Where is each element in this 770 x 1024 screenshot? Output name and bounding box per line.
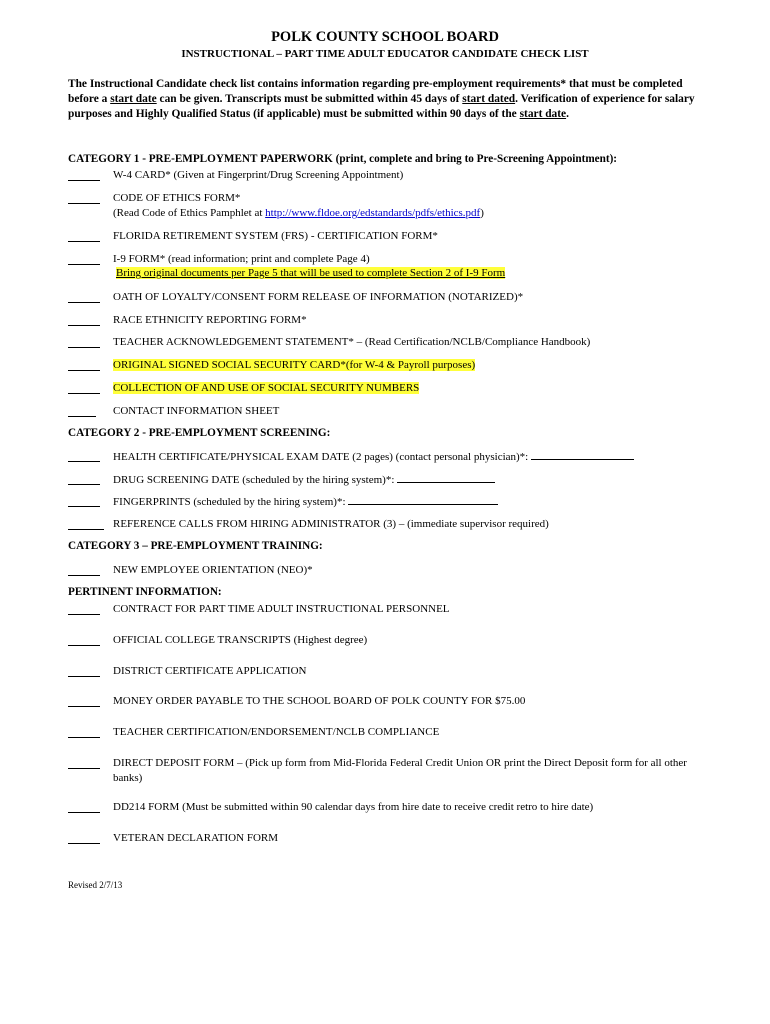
page-title: POLK COUNTY SCHOOL BOARD bbox=[271, 29, 499, 45]
item-frs: FLORIDA RETIREMENT SYSTEM (FRS) - CERTIFICATION FORM* bbox=[113, 230, 438, 242]
item-direct-deposit: DIRECT DEPOSIT FORM – (Pick up form from Mid-Florida Federal Credit Union OR print the Direct Deposit form for all other banks) bbox=[113, 757, 687, 784]
checkbox-line-contract[interactable] bbox=[68, 614, 100, 615]
item-ssn-card bbox=[113, 358, 475, 373]
category-3-heading: CATEGORY 3 – PRE-EMPLOYMENT TRAINING: bbox=[68, 540, 323, 552]
i9-note-highlight: Bring original documents per Page 5 that will be used to complete Section 2 of I-9 Form bbox=[116, 267, 506, 279]
item-references: REFERENCE CALLS FROM HIRING ADMINISTRATOR (3) – (immediate supervisor required) bbox=[113, 518, 549, 530]
checkbox-line-veteran[interactable] bbox=[68, 843, 100, 844]
health-label: HEALTH CERTIFICATE/PHYSICAL EXAM DATE (2 pages) (contact personal physician)*: bbox=[113, 451, 531, 463]
intro-underline-1: start date bbox=[110, 93, 157, 105]
page-subtitle: INSTRUCTIONAL – PART TIME ADULT EDUCATOR CANDIDATE CHECK LIST bbox=[181, 48, 589, 60]
item-teacher-ack: TEACHER ACKNOWLEDGEMENT STATEMENT* – (Read Certification/NCLB/Compliance Handbook) bbox=[113, 336, 591, 348]
intro-text-4: . bbox=[566, 108, 569, 120]
item-transcripts: OFFICIAL COLLEGE TRANSCRIPTS (Highest degree) bbox=[113, 634, 368, 646]
checkbox-line-dd214[interactable] bbox=[68, 812, 100, 813]
item-w4: W-4 CARD* (Given at Fingerprint/Drug Screening Appointment) bbox=[113, 169, 404, 181]
item-oath: OATH OF LOYALTY/CONSENT FORM RELEASE OF INFORMATION (NOTARIZED)* bbox=[113, 291, 524, 303]
item-dd214: DD214 FORM (Must be submitted within 90 calendar days from hire date to receive credit retro to hire date) bbox=[113, 801, 594, 813]
item-teacher-cert: TEACHER CERTIFICATION/ENDORSEMENT/NCLB COMPLIANCE bbox=[113, 726, 440, 738]
checkbox-line-race[interactable] bbox=[68, 325, 100, 326]
ssn-card-highlight: ORIGINAL SIGNED SOCIAL SECURITY CARD*(for W-4 & Payroll purposes) bbox=[113, 359, 476, 371]
item-health bbox=[113, 449, 634, 465]
intro-text-1: The Instructional Candidate check list contains information regarding pre-employment requirements* that must be completed before a bbox=[68, 78, 683, 105]
checkbox-line-references[interactable] bbox=[68, 529, 104, 530]
pertinent-heading: PERTINENT INFORMATION: bbox=[68, 586, 222, 598]
drug-label: DRUG SCREENING DATE (scheduled by the hiring system)*: bbox=[113, 474, 398, 486]
item-contact: CONTACT INFORMATION SHEET bbox=[113, 405, 280, 417]
checkbox-line-fingerprints[interactable] bbox=[68, 506, 100, 507]
item-veteran: VETERAN DECLARATION FORM bbox=[113, 832, 278, 844]
item-ethics: CODE OF ETHICS FORM* bbox=[113, 192, 241, 204]
item-i9-note bbox=[116, 266, 505, 281]
checkbox-line-money-order[interactable] bbox=[68, 706, 100, 707]
health-date-field[interactable] bbox=[531, 449, 634, 460]
checkbox-line-oath[interactable] bbox=[68, 302, 100, 303]
checkbox-line-teacher-ack[interactable] bbox=[68, 347, 100, 348]
item-district-cert: DISTRICT CERTIFICATE APPLICATION bbox=[113, 665, 307, 677]
checkbox-line-ssn-card[interactable] bbox=[68, 370, 100, 371]
checkbox-line-ssn-collection[interactable] bbox=[68, 393, 100, 394]
intro-underline-2: start dated bbox=[462, 93, 516, 105]
category-2-heading: CATEGORY 2 - PRE-EMPLOYMENT SCREENING: bbox=[68, 427, 331, 439]
drug-date-field[interactable] bbox=[397, 472, 495, 483]
category-1-heading: CATEGORY 1 - PRE-EMPLOYMENT PAPERWORK (print, complete and bring to Pre-Screening Appointment): bbox=[68, 153, 618, 165]
item-drug bbox=[113, 472, 495, 488]
checkbox-line-w4[interactable] bbox=[68, 180, 100, 181]
checkbox-line-frs[interactable] bbox=[68, 241, 100, 242]
checkbox-line-drug[interactable] bbox=[68, 484, 100, 485]
checkbox-line-ethics[interactable] bbox=[68, 203, 100, 204]
ethics-link[interactable]: http://www.fldoe.org/edstandards/pdfs/ethics.pdf bbox=[265, 207, 481, 219]
ethics-note-close: ) bbox=[480, 207, 484, 219]
intro-text-3: . Verification of experience for salary purposes and Highly Qualified Status (if applicable) must be submitted within 90 days of the bbox=[68, 93, 695, 120]
fingerprints-date-field[interactable] bbox=[348, 494, 498, 505]
item-i9: I-9 FORM* (read information; print and complete Page 4) bbox=[113, 253, 370, 265]
item-fingerprints bbox=[113, 494, 498, 510]
checkbox-line-teacher-cert[interactable] bbox=[68, 737, 100, 738]
fingerprints-label: FINGERPRINTS (scheduled by the hiring system)*: bbox=[113, 496, 349, 508]
checkbox-line-neo[interactable] bbox=[68, 575, 100, 576]
checkbox-line-contact[interactable] bbox=[68, 416, 96, 417]
item-money-order: MONEY ORDER PAYABLE TO THE SCHOOL BOARD OF POLK COUNTY FOR $75.00 bbox=[113, 695, 526, 707]
item-ethics-note bbox=[113, 206, 484, 221]
checkbox-line-district-cert[interactable] bbox=[68, 676, 100, 677]
ssn-collection-highlight: COLLECTION OF AND USE OF SOCIAL SECURITY NUMBERS bbox=[113, 382, 420, 394]
item-neo: NEW EMPLOYEE ORIENTATION (NEO)* bbox=[113, 564, 313, 576]
revision-date: Revised 2/7/13 bbox=[68, 880, 123, 890]
checkbox-line-direct-deposit[interactable] bbox=[68, 768, 100, 769]
intro-text-2: can be given. Transcripts must be submitted within 45 days of bbox=[156, 93, 463, 105]
checkbox-line-i9[interactable] bbox=[68, 264, 100, 265]
item-race: RACE ETHNICITY REPORTING FORM* bbox=[113, 314, 307, 326]
intro-paragraph bbox=[68, 77, 708, 122]
item-contract: CONTRACT FOR PART TIME ADULT INSTRUCTIONAL PERSONNEL bbox=[113, 603, 450, 615]
intro-underline-3: start date bbox=[519, 108, 567, 120]
checkbox-line-health[interactable] bbox=[68, 461, 100, 462]
checkbox-line-transcripts[interactable] bbox=[68, 645, 100, 646]
ethics-note-text: (Read Code of Ethics Pamphlet at bbox=[113, 207, 266, 219]
item-ssn-collection bbox=[113, 381, 419, 396]
